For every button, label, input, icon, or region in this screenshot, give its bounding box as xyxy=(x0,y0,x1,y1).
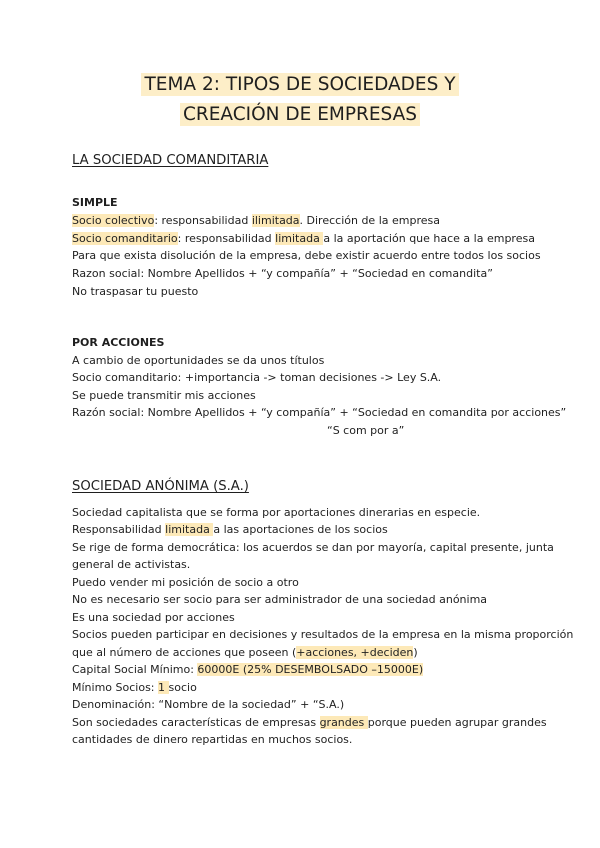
section-heading-anonima: SOCIEDAD ANÓNIMA (S.A.) xyxy=(72,479,249,494)
page-title-line-2: CREACIÓN DE EMPRESAS xyxy=(0,104,600,125)
page-title-line-1: TEMA 2: TIPOS DE SOCIEDADES Y xyxy=(0,74,600,95)
subheading-simple: SIMPLE xyxy=(72,196,118,209)
text-line: que al número de acciones que poseen (+acciones, +deciden) xyxy=(72,646,418,659)
text-line: Mínimo Socios: 1 socio xyxy=(72,681,197,694)
text-line: No traspasar tu puesto xyxy=(72,285,199,298)
text-line: No es necesario ser socio para ser administrador de una sociedad anónima xyxy=(72,593,488,606)
subheading-por-acciones: POR ACCIONES xyxy=(72,336,165,349)
text-line: Razón social: Nombre Apellidos + “y compañía” + “Sociedad en comandita por acciones” xyxy=(72,406,567,419)
text-line: Son sociedades características de empresas grandes porque pueden agrupar grandes xyxy=(72,716,547,729)
text-line: A cambio de oportunidades se da unos títulos xyxy=(72,354,325,367)
text-line: Sociedad capitalista que se forma por aportaciones dinerarias en especie. xyxy=(72,506,481,519)
text-line: general de activistas. xyxy=(72,558,191,571)
text-line: Socio comanditario: +importancia -> toman decisiones -> Ley S.A. xyxy=(72,371,442,384)
text-line: Responsabilidad limitada a las aportaciones de los socios xyxy=(72,523,388,536)
text-line: Denominación: “Nombre de la sociedad” + “S.A.) xyxy=(72,698,345,711)
text-line: Se puede transmitir mis acciones xyxy=(72,389,256,402)
text-line: Capital Social Mínimo: 60000E (25% DESEMBOLSADO –15000E) xyxy=(72,663,424,676)
text-line: Socios pueden participar en decisiones y resultados de la empresa en la misma proporción xyxy=(72,628,574,641)
text-line: Es una sociedad por acciones xyxy=(72,611,235,624)
section-heading-comanditaria: LA SOCIEDAD COMANDITARIA xyxy=(72,153,269,168)
text-line: Socio colectivo: responsabilidad ilimitada. Dirección de la empresa xyxy=(72,214,440,227)
text-line: Se rige de forma democrática: los acuerdos se dan por mayoría, capital presente, junta xyxy=(72,541,554,554)
text-line: cantidades de dinero repartidas en muchos socios. xyxy=(72,733,353,746)
text-line-abbreviation: “S com por a” xyxy=(327,424,405,437)
text-line: Razon social: Nombre Apellidos + “y compañía” + “Sociedad en comandita” xyxy=(72,267,493,280)
text-line: Para que exista disolución de la empresa, debe existir acuerdo entre todos los socios xyxy=(72,249,541,262)
text-line: Socio comanditario: responsabilidad limitada a la aportación que hace a la empresa xyxy=(72,232,535,245)
text-line: Puedo vender mi posición de socio a otro xyxy=(72,576,299,589)
